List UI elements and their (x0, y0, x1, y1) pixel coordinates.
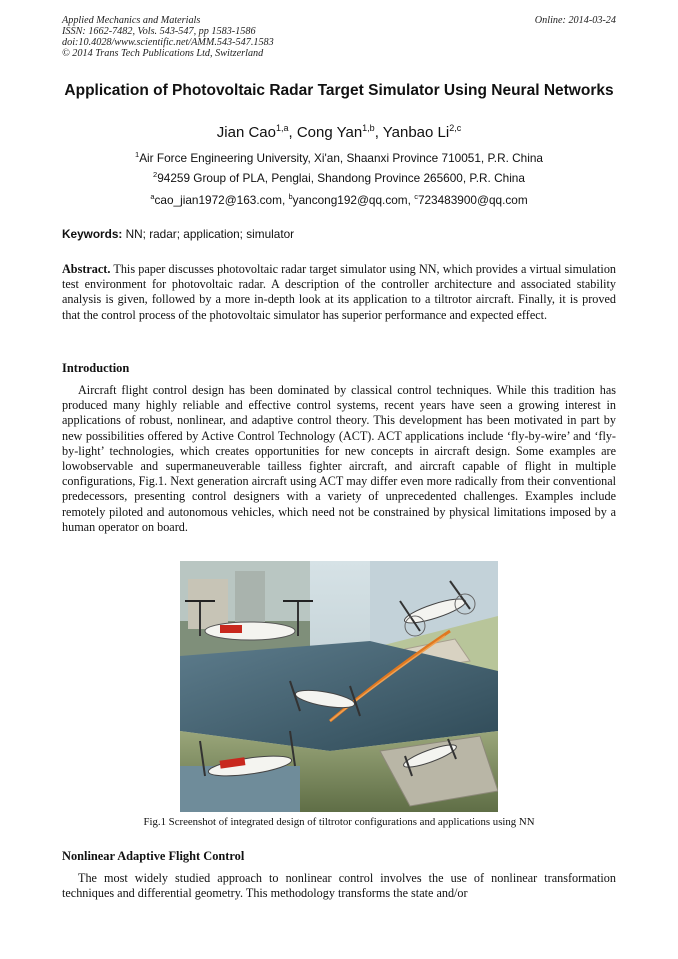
author-name: Yanbao Li (382, 124, 450, 141)
author-sup: 1,a (275, 123, 289, 133)
journal-header (62, 15, 274, 59)
email-sup: b (288, 192, 293, 201)
nonlinear-paragraph: The most widely studied approach to nonlinear control involves the use of nonlinear transformation techniques and differential geometry. This methodology transforms the state and/or (62, 871, 616, 901)
affiliation-text: Air Force Engineering University, Xi'an, Shaanxi Province 710051, P.R. China (139, 151, 543, 165)
keywords-label: Keywords: (62, 227, 123, 241)
figure-1-image (180, 561, 498, 812)
author-sup: 2,c (449, 123, 462, 133)
keywords-text: NN; radar; application; simulator (125, 227, 295, 241)
tiltrotor-collage-illustration (180, 561, 498, 812)
introduction-paragraph: Aircraft flight control design has been dominated by classical control techniques. While this tradition has produced many highly reliable and effective control systems, recent years have seen a growing interest in applications of robust, nonlinear, and adaptive control theory. This development has been motivated in part by new possibilities offered by Active Control Technology (ACT). ACT applications include ‘fly-by-wire’ and ‘fly-by-light’ technologies, which creates opportunities for new concepts in aircraft design. Some examples are lowobservable and supermaneuverable tailless fighter aircraft, and aircraft capable of flight in multiple configurations, Fig.1. Next generation aircraft using ACT may differ even more radically from their conventional predecessors, presenting control designers with a variety of unprecedented challenges. Examples include remotely piloted and autonomous vehicles, which need not be constrained by physical limitations imposed by a human operator on board. (62, 383, 616, 534)
email: 723483900@qq.com (417, 193, 528, 207)
keywords (62, 227, 616, 241)
email-sup: a (150, 192, 155, 201)
abstract-label: Abstract. (62, 262, 111, 276)
paper-title: Application of Photovoltaic Radar Target Simulator Using Neural Networks (64, 82, 614, 99)
email: yancong192@qq.com (292, 193, 408, 207)
journal-name: Applied Mechanics and Materials (62, 15, 201, 26)
abstract-text: This paper discusses photovoltaic radar target simulator using NN, which provides a virtual simulation test environment for photovoltaic radar. A description of the controller architecture and associated stability analysis is given, followed by a more in-depth look at its application to a tiltrotor aircraft. Finally, it is proved that the control process of the photovoltaic simulator has superior performance and expected effect. (62, 262, 617, 322)
author-list: Jian Cao$^{1,a}$, Cong Yan$^{1,b}$, Yanbao Li$^{2,c}$ (216, 123, 462, 141)
affiliation-1 (62, 151, 616, 165)
email-sup: c (414, 192, 418, 201)
affiliation-sup: 2 (153, 170, 158, 179)
author-name: Cong Yan (296, 124, 363, 141)
copyright-line: © 2014 Trans Tech Publications Ltd, Switzerland (62, 48, 264, 59)
section-heading-nonlinear: Nonlinear Adaptive Flight Control (62, 849, 245, 863)
figure-1-caption: Fig.1 Screenshot of integrated design of tiltrotor configurations and applications using NN (143, 816, 535, 828)
author-sup: 1,b (362, 123, 375, 133)
abstract (62, 262, 616, 323)
affiliation-sup: 1 (135, 150, 140, 159)
issn-line: ISSN: 1662-7482, Vols. 543-547, pp 1583-1586 (62, 26, 256, 37)
email-line: $^a$cao_jian1972@163.com, $^b$yancong192@qq.com, $^c$723483900@qq.com (150, 192, 528, 207)
section-heading-introduction: Introduction (62, 361, 130, 375)
author-name: Jian Cao (216, 124, 276, 141)
affiliation-text: 94259 Group of PLA, Penglai, Shandong Province 265600, P.R. China (157, 171, 525, 185)
doi-line: doi:10.4028/www.scientific.net/AMM.543-547.1583 (62, 37, 274, 48)
email: cao_jian1972@163.com (154, 193, 282, 207)
online-date: Online: 2014-03-24 (534, 15, 616, 26)
affiliation-2 (62, 171, 616, 185)
